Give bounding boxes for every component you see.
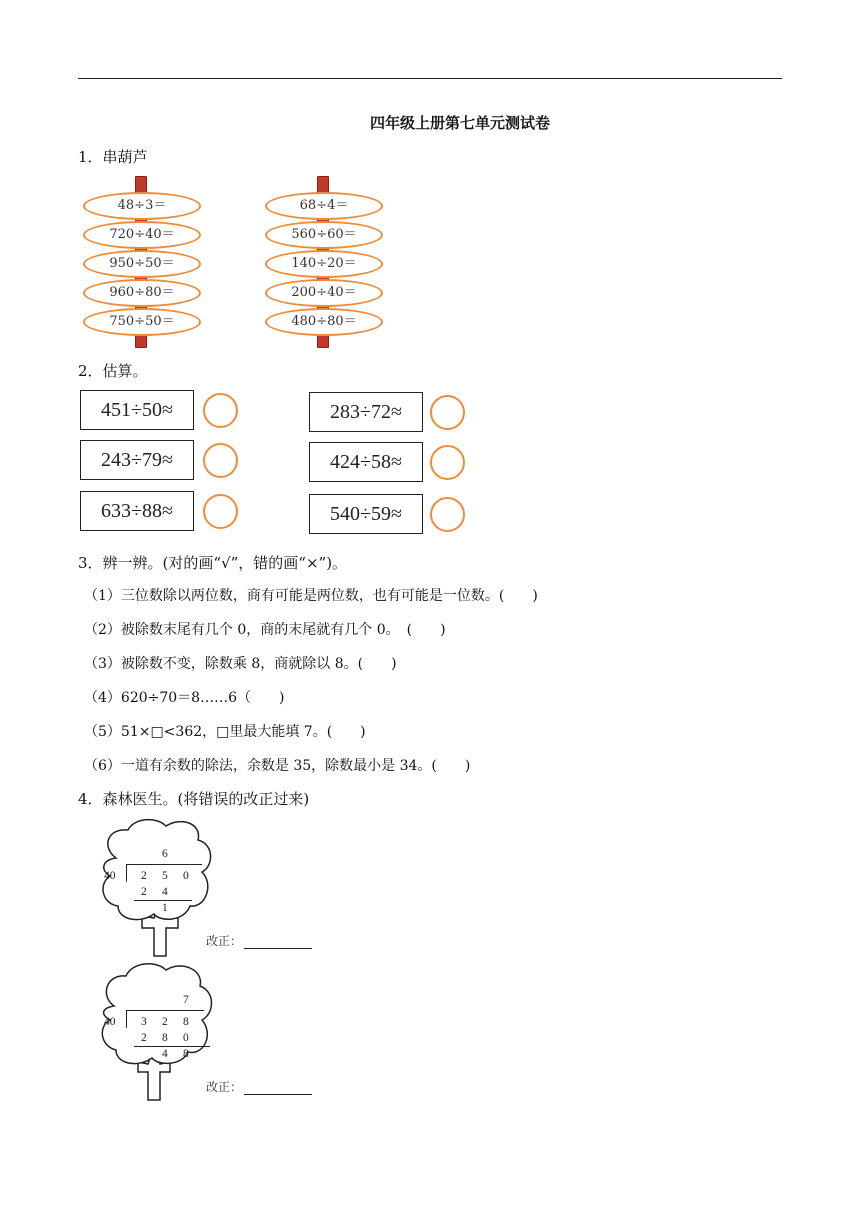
- header-rule: [78, 78, 782, 79]
- gourd-bead: 48÷3＝: [83, 192, 201, 220]
- answer-circle[interactable]: [203, 393, 238, 428]
- estimate-expression: 540÷59≈: [309, 494, 423, 534]
- judge-item: （1）三位数除以两位数，商有可能是两位数，也有可能是一位数。( ): [84, 588, 538, 604]
- quotient-digit: 7: [183, 994, 189, 1006]
- judge-item: （3）被除数不变，除数乘 8，商就除以 8。( ): [84, 656, 397, 672]
- gourd-bead: 950÷50＝: [83, 250, 201, 278]
- dividend-digit: 8: [183, 1016, 189, 1028]
- division-bar: [126, 1010, 204, 1011]
- answer-circle[interactable]: [430, 395, 465, 430]
- remainder-digit: 4: [162, 1048, 168, 1060]
- product-digit: 2: [141, 886, 147, 898]
- product-digit: 8: [162, 1032, 168, 1044]
- q2-heading: 2．估算。: [78, 362, 148, 380]
- gourd-bead: 750÷50＝: [83, 308, 201, 336]
- q1-heading: 1．串葫芦: [78, 148, 148, 166]
- remainder: 1: [162, 902, 168, 914]
- estimate-expression: 633÷88≈: [80, 491, 194, 531]
- estimate-expression: 424÷58≈: [309, 442, 423, 482]
- division-bar: [126, 864, 202, 865]
- gourd-bead: 200÷40＝: [265, 279, 383, 307]
- answer-circle[interactable]: [203, 443, 238, 478]
- divisor: 40: [104, 870, 116, 882]
- estimate-expression: 283÷72≈: [309, 392, 423, 432]
- answer-circle[interactable]: [430, 445, 465, 480]
- remainder-digit: 8: [183, 1048, 189, 1060]
- subtraction-line: [134, 1046, 210, 1047]
- gourd-bead: 560÷60＝: [265, 221, 383, 249]
- gourd-bead: 140÷20＝: [265, 250, 383, 278]
- estimate-expression: 243÷79≈: [80, 440, 194, 480]
- division-bracket: [126, 1010, 127, 1028]
- page-title: 四年级上册第七单元测试卷: [369, 114, 550, 132]
- product-digit: 0: [183, 1032, 189, 1044]
- correction-field[interactable]: [206, 932, 312, 949]
- dividend-digit: 2: [141, 870, 147, 882]
- judge-item: （5）51×□<362，□里最大能填 7。( ): [84, 724, 366, 740]
- correction-field[interactable]: [206, 1078, 312, 1095]
- dividend-digit: 5: [162, 870, 168, 882]
- correction-blank[interactable]: [244, 1082, 312, 1095]
- answer-circle[interactable]: [430, 497, 465, 532]
- product-digit: 2: [141, 1032, 147, 1044]
- quotient-digit: 6: [162, 848, 168, 860]
- gourd-bead: 960÷80＝: [83, 279, 201, 307]
- gourd-bead: 68÷4＝: [265, 192, 383, 220]
- dividend-digit: 3: [141, 1016, 147, 1028]
- correction-label: 改正：: [206, 1080, 243, 1094]
- judge-item: （4）620÷70＝8……6（ ): [84, 690, 285, 706]
- correction-blank[interactable]: [244, 936, 312, 949]
- correction-label: 改正：: [206, 934, 243, 948]
- dividend-digit: 2: [162, 1016, 168, 1028]
- q4-heading: 4．森林医生。(将错误的改正过来): [78, 790, 310, 808]
- dividend-digit: 0: [183, 870, 189, 882]
- product-digit: 4: [162, 886, 168, 898]
- subtraction-line: [134, 900, 192, 901]
- division-bracket: [126, 864, 127, 882]
- estimate-expression: 451÷50≈: [80, 390, 194, 430]
- gourd-bead: 720÷40＝: [83, 221, 201, 249]
- answer-circle[interactable]: [203, 494, 238, 529]
- judge-item: （2）被除数末尾有几个 0，商的末尾就有几个 0。 ( ): [84, 622, 446, 638]
- gourd-bead: 480÷80＝: [265, 308, 383, 336]
- q3-heading: 3．辨一辨。(对的画“√”，错的画“×”)。: [78, 554, 348, 572]
- judge-item: （6）一道有余数的除法，余数是 35，除数最小是 34。( ): [84, 758, 471, 774]
- divisor: 40: [104, 1016, 116, 1028]
